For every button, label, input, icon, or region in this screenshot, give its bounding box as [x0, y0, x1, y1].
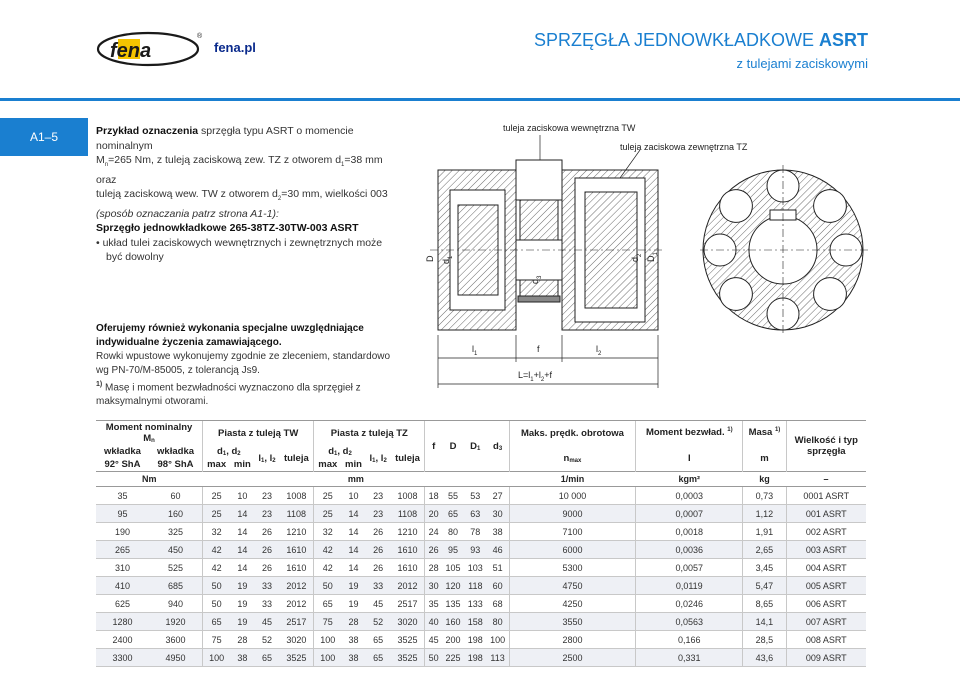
table-cell: 65 [203, 613, 231, 631]
table-cell: 19 [230, 595, 254, 613]
table-cell: 118 [464, 577, 486, 595]
th-wk2-sha: 98° ShA [157, 459, 194, 470]
table-cell: 30 [486, 505, 509, 523]
table-cell: 160 [149, 505, 203, 523]
table-row [96, 631, 866, 649]
table-row [96, 505, 866, 523]
table-cell: 10 000 [509, 487, 635, 505]
table-cell: 28 [425, 559, 442, 577]
table-cell: 0,0119 [636, 577, 743, 595]
unit-kg: kg [743, 472, 786, 487]
table-cell: 14,1 [743, 613, 786, 631]
table-cell: 19 [230, 613, 254, 631]
unit-rpm: 1/min [509, 472, 635, 487]
table-cell: 160 [442, 613, 464, 631]
th-moment: Moment nominalny Mn [96, 421, 203, 446]
table-cell: 007 ASRT [786, 613, 866, 631]
th-speed: Maks. prędk. obrotowa [509, 421, 635, 446]
table-cell: 14 [341, 523, 365, 541]
table-cell: 0,0007 [636, 505, 743, 523]
th-wk2: wkładka [157, 446, 195, 457]
table-cell: 2012 [279, 577, 313, 595]
th-tz: Piasta z tuleją TZ [314, 421, 425, 446]
th-d3: d3 [486, 421, 509, 472]
table-cell: 14 [230, 505, 254, 523]
table-cell: 006 ASRT [786, 595, 866, 613]
th-size: Wielkość i typ sprzęgła [786, 421, 866, 472]
table-cell: 50 [314, 577, 342, 595]
th-wk1-sha: 92° ShA [104, 459, 141, 470]
table-cell: 14 [341, 505, 365, 523]
table-cell: 50 [425, 649, 442, 667]
table-cell: 25 [203, 505, 231, 523]
th-inertia: Moment bezwład. $^{1)}$ [636, 421, 743, 446]
table-cell: 625 [96, 595, 149, 613]
table-cell: 0,0057 [636, 559, 743, 577]
table-cell: 38 [230, 649, 254, 667]
table-cell: 2517 [391, 595, 425, 613]
table-row [96, 487, 866, 505]
table-cell: 5300 [509, 559, 635, 577]
th-D1: D1 [464, 421, 486, 472]
table-cell: 53 [464, 487, 486, 505]
table-cell: 1,91 [743, 523, 786, 541]
table-cell: 1610 [279, 559, 313, 577]
table-cell: 95 [442, 541, 464, 559]
table-cell: 10 [341, 487, 365, 505]
table-cell: 5,47 [743, 577, 786, 595]
table-cell: 3525 [391, 649, 425, 667]
table-cell: 28,5 [743, 631, 786, 649]
table-cell: 940 [149, 595, 203, 613]
table-cell: 004 ASRT [786, 559, 866, 577]
table-cell: 005 ASRT [786, 577, 866, 595]
table-cell: 3525 [279, 649, 313, 667]
table-cell: 2517 [279, 613, 313, 631]
table-cell: 20 [425, 505, 442, 523]
dim-L: $L=l_1+l_2+f$ [518, 370, 552, 383]
table-cell: 26 [366, 541, 391, 559]
table-cell: 3550 [509, 613, 635, 631]
table-cell: 38 [486, 523, 509, 541]
table-cell: 133 [464, 595, 486, 613]
table-cell: 75 [203, 631, 231, 649]
table-cell: 50 [203, 577, 231, 595]
table-cell: 1108 [391, 505, 425, 523]
table-cell: 0,0036 [636, 541, 743, 559]
table-cell: 120 [442, 577, 464, 595]
table-cell: 3020 [391, 613, 425, 631]
table-cell: 0,166 [636, 631, 743, 649]
table-cell: 45 [255, 613, 280, 631]
table-cell: 100 [314, 631, 342, 649]
table-row [96, 613, 866, 631]
th-nmax: nmax [509, 445, 635, 472]
table-cell: 25 [314, 487, 342, 505]
th-tw: Piasta z tuleją TW [203, 421, 314, 446]
table-cell: 113 [486, 649, 509, 667]
th-tz-tuleja: tuleja [395, 452, 420, 464]
th-f: f [425, 421, 442, 472]
table-cell: 23 [255, 505, 280, 523]
th-I: I [636, 445, 743, 472]
table-cell: 6000 [509, 541, 635, 559]
table-cell: 190 [96, 523, 149, 541]
table-row [96, 559, 866, 577]
dim-d2: $d_2$ [630, 253, 643, 262]
table-cell: 2500 [509, 649, 635, 667]
table-cell: 28 [230, 631, 254, 649]
table-cell: 80 [486, 613, 509, 631]
unit-kgm2: kgm² [636, 472, 743, 487]
table-cell: 3600 [149, 631, 203, 649]
table-cell: 105 [442, 559, 464, 577]
section-tab: A1–5 [0, 118, 88, 156]
table-cell: 43,6 [743, 649, 786, 667]
table-cell: 7100 [509, 523, 635, 541]
table-cell: 1210 [279, 523, 313, 541]
table-cell: 008 ASRT [786, 631, 866, 649]
table-cell: 42 [314, 541, 342, 559]
table-cell: 27 [486, 487, 509, 505]
table-cell: 14 [230, 541, 254, 559]
table-cell: 2012 [391, 577, 425, 595]
table-cell: 14 [341, 559, 365, 577]
th-wk1: wkładka [104, 446, 141, 457]
table-cell: 46 [486, 541, 509, 559]
th-tw-max: max [203, 458, 231, 472]
table-cell: 0,0563 [636, 613, 743, 631]
table-cell: 1,12 [743, 505, 786, 523]
table-cell: 42 [314, 559, 342, 577]
table-cell: 14 [230, 559, 254, 577]
th-tw-tuleja: tuleja [283, 452, 309, 464]
table-cell: 28 [341, 613, 365, 631]
table-cell: 50 [203, 595, 231, 613]
table-cell: 26 [255, 541, 280, 559]
th-D: D [442, 421, 464, 472]
dim-l1: $l_1$ [472, 344, 478, 357]
table-cell: 65 [314, 595, 342, 613]
table-cell: 200 [442, 631, 464, 649]
dim-d1: $d_1$ [441, 255, 454, 264]
table-cell: 33 [255, 595, 280, 613]
table-cell: 003 ASRT [786, 541, 866, 559]
table-cell: 42 [203, 541, 231, 559]
table-cell: 0,0018 [636, 523, 743, 541]
table-cell: 325 [149, 523, 203, 541]
table-cell: 75 [314, 613, 342, 631]
table-row [96, 649, 866, 667]
notes: Oferujemy również wykonania specjalne uwzględniające indywidualne życzenia zamawiającego. Rowki wpustowe wykonujemy zgodnie ze zleceniem, standardowo wg PN-70/M-85005, z tolerancją Js9. $^{1)}$ Masę i moment bezwładności wyznaczono dla sprzęgieł z maksymalnymi otworami. [96, 323, 391, 408]
table-cell: 3,45 [743, 559, 786, 577]
table-cell: 52 [366, 613, 391, 631]
table-cell: 0,331 [636, 649, 743, 667]
table-cell: 45 [366, 595, 391, 613]
table-cell: 2012 [279, 595, 313, 613]
table-cell: 2,65 [743, 541, 786, 559]
table-cell: 0,0246 [636, 595, 743, 613]
table-cell: 78 [464, 523, 486, 541]
table-cell: 38 [341, 649, 365, 667]
table-cell: 95 [96, 505, 149, 523]
table-cell: 24 [425, 523, 442, 541]
table-cell: 19 [230, 577, 254, 595]
table-cell: 26 [255, 559, 280, 577]
table-cell: 35 [425, 595, 442, 613]
dim-f: f [537, 344, 540, 354]
table-cell: 42 [203, 559, 231, 577]
spec-table [96, 420, 866, 667]
table-cell: 65 [442, 505, 464, 523]
th-tz-d: d1, d2 [314, 445, 366, 458]
page-subtitle: z tulejami zaciskowymi [736, 56, 868, 71]
table-cell: 0,0003 [636, 487, 743, 505]
table-cell: 4950 [149, 649, 203, 667]
unit-mm: mm [203, 472, 510, 487]
table-cell: 103 [464, 559, 486, 577]
table-cell: 0,73 [743, 487, 786, 505]
table-cell: 198 [464, 649, 486, 667]
table-cell: 002 ASRT [786, 523, 866, 541]
table-cell: 2800 [509, 631, 635, 649]
th-tz-l: l1, l2 [369, 452, 387, 464]
table-cell: 1008 [279, 487, 313, 505]
table-cell: 158 [464, 613, 486, 631]
table-cell: 8,65 [743, 595, 786, 613]
table-cell: 3020 [279, 631, 313, 649]
table-cell: 198 [464, 631, 486, 649]
table-cell: 18 [425, 487, 442, 505]
table-cell: 1610 [391, 559, 425, 577]
table-row [96, 541, 866, 559]
table-cell: 4250 [509, 595, 635, 613]
table-cell: 51 [486, 559, 509, 577]
table-cell: 80 [442, 523, 464, 541]
table-cell: 65 [255, 649, 280, 667]
table-cell: 33 [255, 577, 280, 595]
table-cell: 40 [425, 613, 442, 631]
table-cell: 23 [255, 487, 280, 505]
table-cell: 225 [442, 649, 464, 667]
table-cell: 26 [255, 523, 280, 541]
table-cell: 001 ASRT [786, 505, 866, 523]
table-cell: 26 [366, 559, 391, 577]
table-cell: 63 [464, 505, 486, 523]
table-cell: 100 [314, 649, 342, 667]
th-tw-l: l1, l2 [258, 452, 276, 464]
table-cell: 9000 [509, 505, 635, 523]
table-cell: 19 [341, 595, 365, 613]
table-cell: 2400 [96, 631, 149, 649]
table-cell: 1280 [96, 613, 149, 631]
table-cell: 45 [425, 631, 442, 649]
table-cell: 100 [203, 649, 231, 667]
table-cell: 25 [203, 487, 231, 505]
table-cell: 0001 ASRT [786, 487, 866, 505]
table-cell: 23 [366, 505, 391, 523]
table-cell: 009 ASRT [786, 649, 866, 667]
th-m: m [743, 445, 786, 472]
table-cell: 525 [149, 559, 203, 577]
table-cell: 1610 [391, 541, 425, 559]
table-cell: 1920 [149, 613, 203, 631]
table-cell: 30 [425, 577, 442, 595]
table-cell: 3300 [96, 649, 149, 667]
table-row [96, 595, 866, 613]
table-cell: 55 [442, 487, 464, 505]
table-cell: 265 [96, 541, 149, 559]
table-cell: 1108 [279, 505, 313, 523]
th-tw-d: d1, d2 [203, 445, 255, 458]
table-cell: 1008 [391, 487, 425, 505]
svg-text:®: ® [197, 33, 203, 40]
table-cell: 60 [149, 487, 203, 505]
table-cell: 685 [149, 577, 203, 595]
th-tz-max: max [314, 458, 342, 472]
dim-d3: $d_3$ [530, 275, 543, 284]
page-title: SPRZĘGŁA JEDNOWKŁADKOWE ASRT [533, 30, 868, 50]
table-cell: 32 [203, 523, 231, 541]
table-cell: 33 [366, 577, 391, 595]
table-cell: 68 [486, 595, 509, 613]
table-cell: 26 [366, 523, 391, 541]
site-name: fena.pl [214, 40, 256, 55]
table-cell: 32 [314, 523, 342, 541]
table-cell: 65 [366, 649, 391, 667]
unit-nm: Nm [96, 472, 203, 487]
table-cell: 410 [96, 577, 149, 595]
table-cell: 26 [425, 541, 442, 559]
table-cell: 60 [486, 577, 509, 595]
table-cell: 93 [464, 541, 486, 559]
table-cell: 14 [341, 541, 365, 559]
table-cell: 4750 [509, 577, 635, 595]
dim-D: D [425, 255, 435, 262]
table-cell: 25 [314, 505, 342, 523]
spec-table-body [96, 487, 866, 667]
th-tw-min: min [233, 459, 251, 470]
unit-dash: – [786, 472, 866, 487]
table-cell: 1210 [391, 523, 425, 541]
dim-l2: $l_2$ [596, 344, 602, 357]
label-tz: tuleja zaciskowa zewnętrzna TZ [620, 142, 748, 152]
table-cell: 135 [442, 595, 464, 613]
th-tz-min: min [345, 459, 362, 470]
designation-example: Przykład oznaczenia sprzęgła typu ASRT o momencie nominalnym $M_n=265$ Nm, z tuleją zaciskową zew. TZ z otworem $d_1=38$ mm oraz tuleją zaciskową wew. TW z otworem $d_2=30$ mm, wielkości 003 (sposób oznaczania patrz strona A1-1): Sprzęgło jednowkładkowe 265-38TZ-30TW-003 ASRT • układ tulei zaciskowych wewnętrznych i zewnętrznych może być dowolny [96, 125, 388, 264]
table-cell: 38 [341, 631, 365, 649]
table-cell: 1610 [279, 541, 313, 559]
table-cell: 52 [255, 631, 280, 649]
table-cell: 19 [341, 577, 365, 595]
table-row [96, 577, 866, 595]
label-tw: tuleja zaciskowa wewnętrzna TW [503, 123, 636, 133]
table-cell: 14 [230, 523, 254, 541]
table-cell: 450 [149, 541, 203, 559]
table-cell: 23 [366, 487, 391, 505]
th-mass: Masa $^{1)}$ [743, 421, 786, 446]
table-cell: 3525 [391, 631, 425, 649]
table-cell: 310 [96, 559, 149, 577]
table-cell: 100 [486, 631, 509, 649]
table-cell: 35 [96, 487, 149, 505]
table-cell: 10 [230, 487, 254, 505]
table-cell: 65 [366, 631, 391, 649]
dim-D1: $D_1$ [646, 252, 659, 262]
table-row [96, 523, 866, 541]
svg-text:fena: fena [110, 40, 152, 62]
